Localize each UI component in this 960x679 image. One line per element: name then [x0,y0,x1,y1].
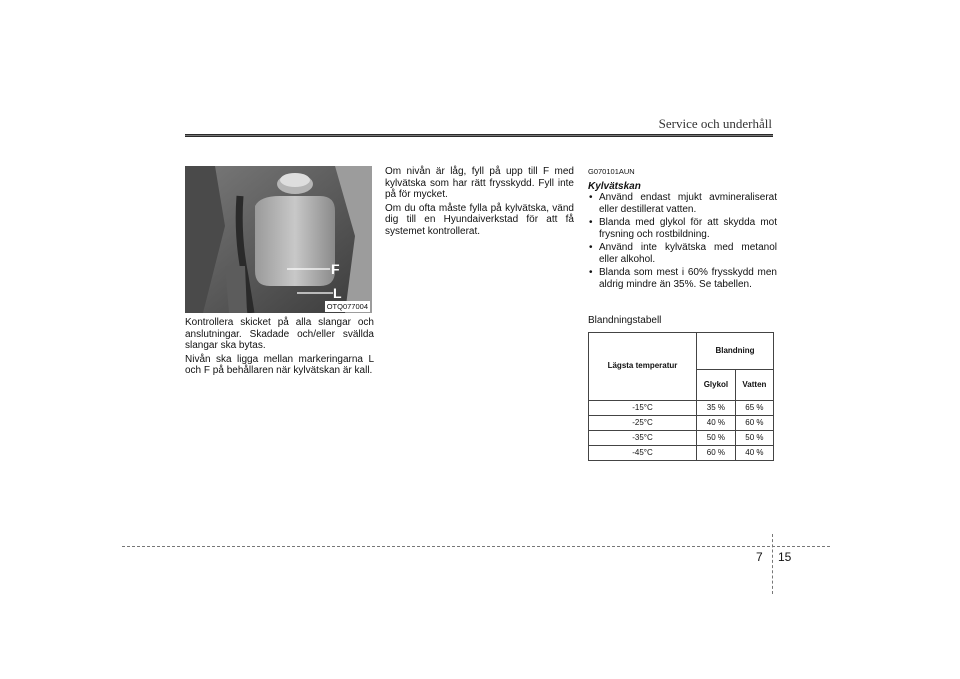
cell-water: 40 % [735,445,773,460]
column-2 [385,166,574,239]
table-row [589,445,774,460]
coolant-bullet-list [588,192,777,290]
cell-temperature: -15°C [589,400,697,415]
column-3 [588,166,777,461]
cell-water: 50 % [735,430,773,445]
table-row [589,415,774,430]
section-code: G070101AUN [588,167,635,176]
table-header-mixture: Blandning [697,332,774,369]
cell-glycol: 50 % [697,430,736,445]
cell-water: 65 % [735,400,773,415]
list-item: • Använd inte kylvätska med metanol eller alkohol. [588,242,777,265]
full-mark-label: F [331,261,340,277]
table-row [589,400,774,415]
coolant-reservoir-photo [185,166,372,313]
table-header-glycol: Glykol [697,369,736,400]
footer-divider [772,534,773,594]
column-1 [185,166,374,379]
cell-glycol: 40 % [697,415,736,430]
col1-paragraph-1: Kontrollera skicket på alla slangar och anslutningar. Skadade och/eller svällda slangar ska bytas. [185,317,374,351]
list-item: • Blanda som mest i 60% frysskydd men aldrig mindre än 35%. Se tabellen. [588,267,777,290]
cell-water: 60 % [735,415,773,430]
low-mark-label: L [333,285,342,301]
cell-temperature: -45°C [589,445,697,460]
list-item: • Använd endast mjukt avmineraliserat eller destillerat vatten. [588,192,777,215]
cell-temperature: -25°C [589,415,697,430]
header-rule [185,134,773,137]
engine-bay-illustration [185,166,372,313]
mixing-table [588,332,774,461]
table-caption: Blandningstabell [588,315,662,326]
col2-paragraph-2: Om du ofta måste fylla på kylvätska, vänd dig till en Hyundaiverkstad för att få systemet kontrollerat. [385,202,574,237]
section-subhead: Kylvätskan [588,180,641,192]
col2-paragraph-1: Om nivån är låg, fyll på upp till F med kylvätska som har rätt frysskydd. Fyll inte på för mycket. [385,166,574,200]
table-header-temperature: Lägsta temperatur [589,332,697,400]
chapter-number: 7 [756,550,763,564]
list-item: • Blanda med glykol för att skydda mot frysning och rostbildning. [588,217,777,240]
table-header-water: Vatten [735,369,773,400]
photo-code: OTQ077004 [326,301,368,311]
cell-glycol: 35 % [697,400,736,415]
table-row [589,430,774,445]
footer-rule [122,546,830,547]
page-header-title: Service och underhåll [658,116,772,131]
cell-temperature: -35°C [589,430,697,445]
cell-glycol: 60 % [697,445,736,460]
col1-paragraph-2: Nivån ska ligga mellan markeringarna L och F på behållaren när kylvätskan är kall. [185,353,374,376]
page-number: 15 [778,550,792,564]
